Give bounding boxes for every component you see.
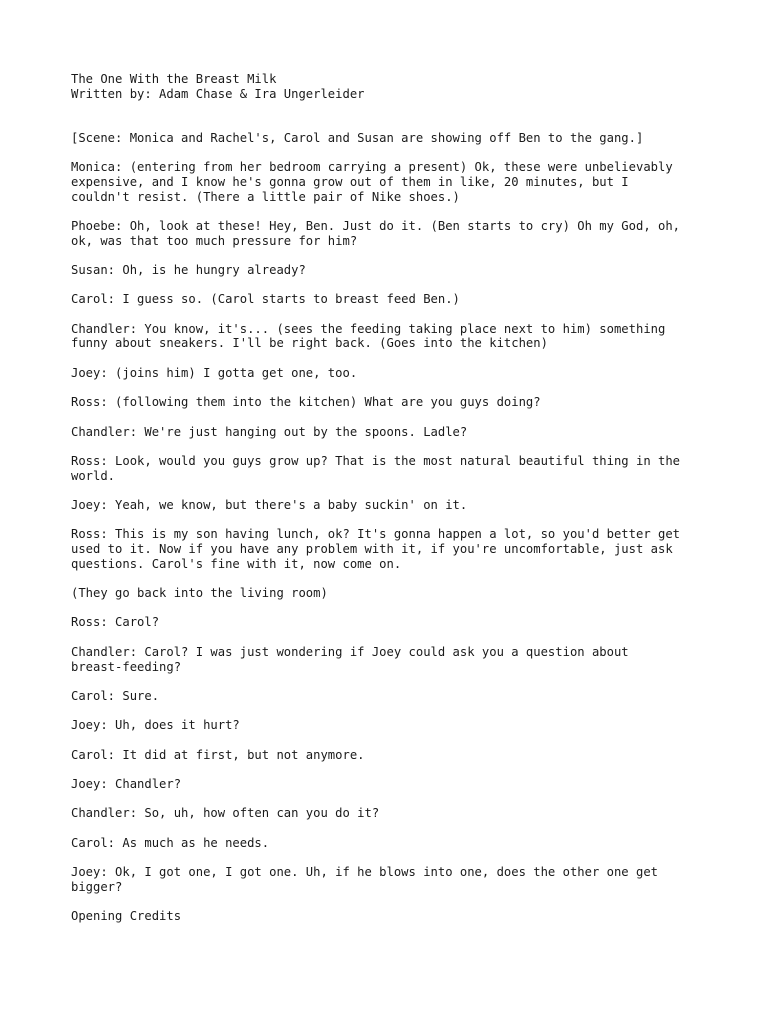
script-line: Chandler: You know, it's... (sees the feeding taking place next to him) something: [71, 321, 666, 336]
script-line: Joey: Chandler?: [71, 777, 182, 792]
script-line: expensive, and I know he's gonna grow out of them in like, 20 minutes, but I: [71, 174, 629, 189]
script-line: Joey: Uh, does it hurt?: [71, 718, 240, 733]
script-line: Joey: (joins him) I gotta get one, too.: [71, 365, 358, 380]
script-paragraph: [71, 498, 711, 513]
script-line: Ross: Look, would you guys grow up? That is the most natural beautiful thing in the: [71, 453, 681, 468]
script-paragraph: [71, 454, 711, 483]
script-line: Chandler: Carol? I was just wondering if Joey could ask you a question about: [71, 644, 629, 659]
script-paragraph: [71, 777, 711, 792]
script-paragraph: [71, 689, 711, 704]
script-paragraph: [71, 865, 711, 894]
script-line: used to it. Now if you have any problem with it, if you're uncomfortable, just ask: [71, 542, 673, 557]
script-line: Monica: (entering from her bedroom carrying a present) Ok, these were unbelievably: [71, 160, 673, 175]
script-line: Chandler: We're just hanging out by the spoons. Ladle?: [71, 424, 468, 439]
script-paragraph: [71, 322, 711, 351]
script-line: world.: [71, 468, 116, 483]
script-line: Phoebe: Oh, look at these! Hey, Ben. Just do it. (Ben starts to cry) Oh my God, oh,: [71, 218, 681, 233]
script-paragraph: [71, 131, 711, 146]
script-paragraph: [71, 909, 711, 924]
script-line: Ross: (following them into the kitchen) What are you guys doing?: [71, 395, 541, 410]
script-paragraph: [71, 263, 711, 278]
script-paragraph: [71, 718, 711, 733]
script-line: (They go back into the living room): [71, 586, 328, 601]
script-paragraph: [71, 586, 711, 601]
script-line: Joey: Yeah, we know, but there's a baby suckin' on it.: [71, 497, 468, 512]
script-paragraph: [71, 748, 711, 763]
script-paragraph: [71, 219, 711, 248]
script-line: Ross: This is my son having lunch, ok? It's gonna happen a lot, so you'd better get: [71, 527, 681, 542]
script-line: bigger?: [71, 879, 123, 894]
script-paragraph: [71, 615, 711, 630]
script-paragraph: [71, 645, 711, 674]
script-line: Joey: Ok, I got one, I got one. Uh, if he blows into one, does the other one get: [71, 865, 658, 880]
script-line: questions. Carol's fine with it, now come on.: [71, 556, 402, 571]
script-line: Susan: Oh, is he hungry already?: [71, 262, 306, 277]
script-line: [Scene: Monica and Rachel's, Carol and Susan are showing off Ben to the gang.]: [71, 130, 644, 145]
script-line: couldn't resist. (There a little pair of Nike shoes.): [71, 189, 460, 204]
script-header: [71, 72, 711, 101]
writers-credit: Written by: Adam Chase & Ira Ungerleider: [71, 86, 365, 101]
script-line: Carol: I guess so. (Carol starts to breast feed Ben.): [71, 292, 460, 307]
script-line: funny about sneakers. I'll be right back. (Goes into the kitchen): [71, 336, 548, 351]
script-paragraph: [71, 425, 711, 440]
script-line: Ross: Carol?: [71, 615, 160, 630]
script-line: ok, was that too much pressure for him?: [71, 233, 358, 248]
script-line: Carol: Sure.: [71, 688, 160, 703]
script-line: Carol: It did at first, but not anymore.: [71, 747, 365, 762]
script-paragraph: [71, 527, 711, 571]
script-line: Chandler: So, uh, how often can you do it?: [71, 806, 380, 821]
script-body: [71, 131, 711, 924]
script-paragraph: [71, 395, 711, 410]
script-paragraph: [71, 366, 711, 381]
script-paragraph: [71, 160, 711, 204]
script-line: Carol: As much as he needs.: [71, 835, 270, 850]
script-line: breast-feeding?: [71, 659, 182, 674]
episode-title: The One With the Breast Milk: [71, 72, 277, 86]
script-page: [71, 72, 711, 924]
script-paragraph: [71, 806, 711, 821]
script-paragraph: [71, 292, 711, 307]
script-line: Opening Credits: [71, 909, 182, 924]
script-paragraph: [71, 836, 711, 851]
